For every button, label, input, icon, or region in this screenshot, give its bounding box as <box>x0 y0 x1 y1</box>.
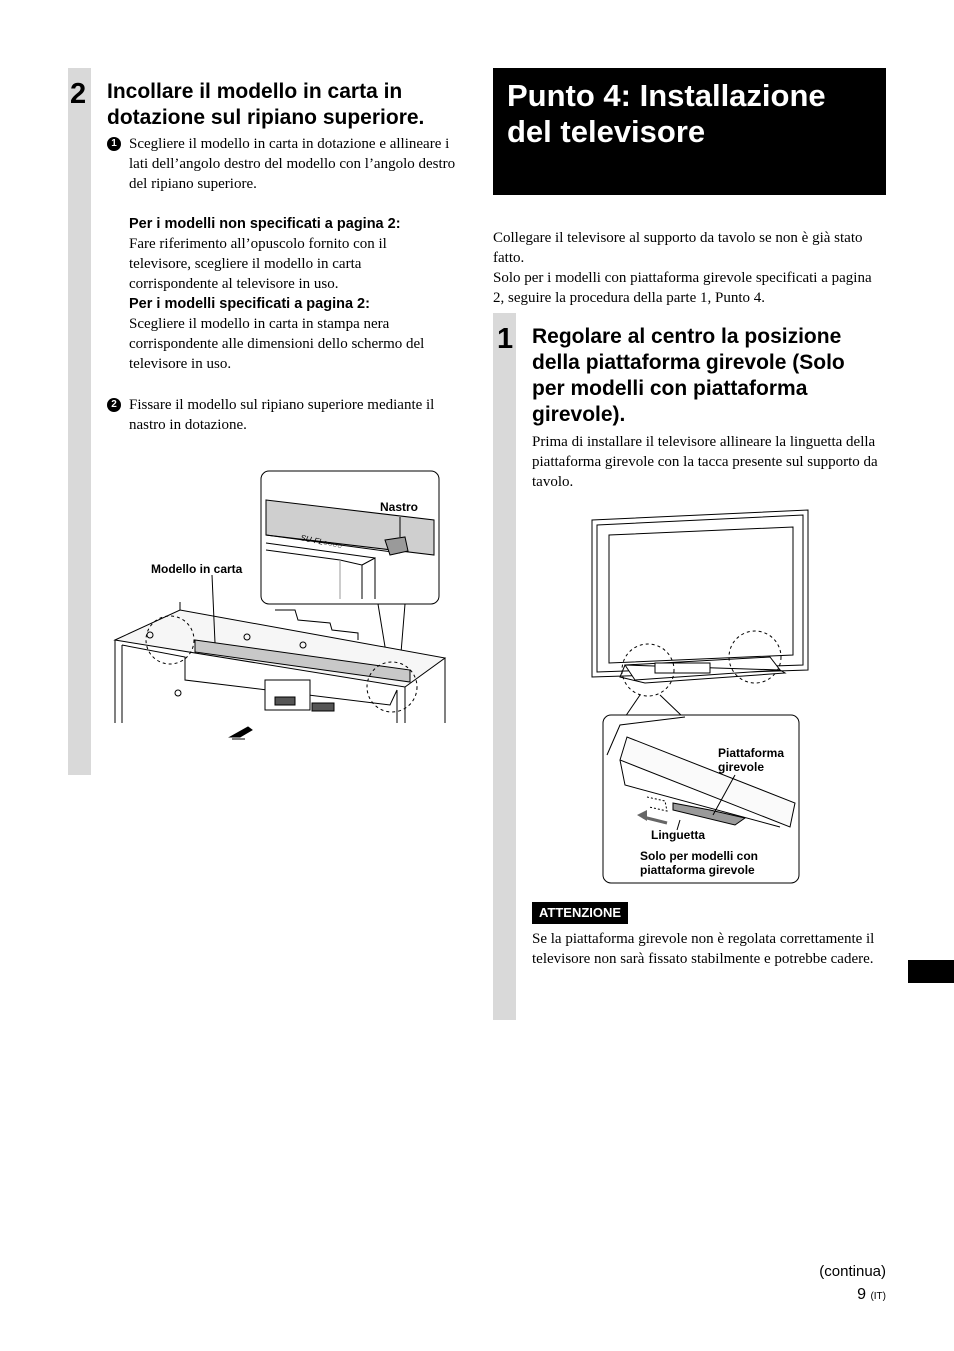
page-edge-tab <box>908 960 954 983</box>
stand-model-text: SU-FL○○○○ <box>299 533 343 551</box>
section-title: Punto 4: Installazione del televisore <box>507 78 826 149</box>
label-tape: Nastro <box>380 500 419 514</box>
continued-label: (continua) <box>819 1263 886 1280</box>
step-text-right: Prima di installare il televisore allineare la linguetta della piattaforma girevole con la tacca presente sul supporto da tavolo. <box>532 434 878 490</box>
label-swivel-only: Solo per modelli con piattaforma girevole <box>640 849 759 877</box>
language-code: (IT) <box>870 1291 886 1302</box>
item-text-1: Scegliere il modello in carta in dotazione e allineare i lati dell’angolo destro del modello con l’angolo destro del ripiano superiore. <box>129 136 456 192</box>
instruction-item-1 <box>107 134 462 194</box>
intro-paragraph-2: Solo per i modelli con piattaforma girevole specificati a pagina 2, seguire la procedura della parte 1, Punto 4. <box>493 270 872 306</box>
warning-text: Se la piattaforma girevole non è regolata correttamente il televisore non sarà fissato stabilmente e potrebbe cadere. <box>532 931 875 967</box>
item-text-2: Fissare il modello sul ripiano superiore mediante il nastro in dotazione. <box>129 397 435 433</box>
step-number-right: 1 <box>497 323 514 355</box>
label-paper-template: Modello in carta <box>151 562 243 576</box>
sub-heading-unspecified: Per i modelli non specificati a pagina 2: <box>129 216 401 232</box>
item-marker-2: 2 <box>107 398 121 412</box>
label-tab: Linguetta <box>651 828 705 842</box>
label-swivel-platform: Piattaforma girevole <box>718 746 785 774</box>
sub-heading-specified: Per i modelli specificati a pagina 2: <box>129 296 370 312</box>
step-bar-left <box>68 68 91 775</box>
warning-badge: ATTENZIONE <box>532 902 628 924</box>
step-heading-right: Regolare al centro la posizione della piattaforma girevole (Solo per modelli con piattaforma girevole). <box>532 325 845 426</box>
instruction-item-2 <box>107 395 462 435</box>
sub-text-unspecified: Fare riferimento all’opuscolo fornito con il televisore, scegliere il modello in carta corrispondente al televisore in uso. <box>129 236 387 292</box>
step-heading: Incollare il modello in carta in dotazione sul ripiano superiore. <box>107 80 425 129</box>
page-number: 9 <box>857 1286 866 1303</box>
step-number: 2 <box>70 78 87 110</box>
section-title-box <box>493 68 886 195</box>
intro-paragraph-1: Collegare il televisore al supporto da tavolo se non è già stato fatto. <box>493 230 863 266</box>
step-bar-right <box>493 313 516 1020</box>
page-number-block <box>857 1286 886 1304</box>
sub-text-specified: Scegliere il modello in carta in stampa nera corrispondente alle dimensioni dello schermo del televisore in uso. <box>129 316 425 372</box>
item-marker-1: 1 <box>107 137 121 151</box>
